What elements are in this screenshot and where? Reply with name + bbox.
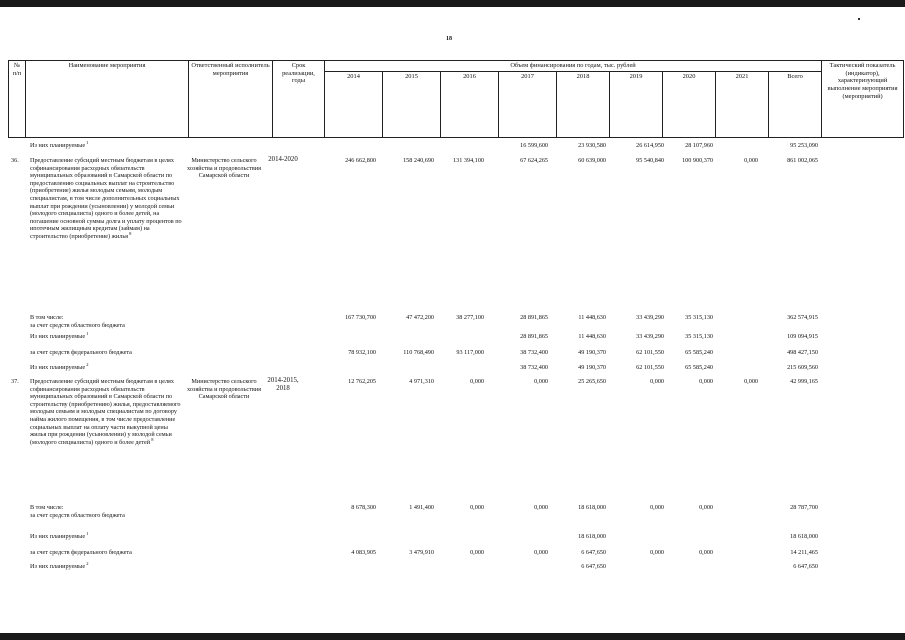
row-value: 861 002,065 — [787, 157, 818, 164]
row-value: 0,000 — [744, 157, 758, 164]
header-indicator: Тактический показатель (индикатор), характеризующий выполнение мероприятия (мероприятий) — [822, 61, 904, 138]
row-value: 6 647,650 — [581, 563, 606, 570]
row-value: 362 574,915 — [787, 314, 818, 321]
row-value: 3 479,910 — [409, 549, 434, 556]
row-value: 35 315,130 — [685, 333, 713, 340]
row-value: 49 190,370 — [578, 364, 606, 371]
row-value: 4 971,310 — [409, 378, 434, 385]
header-funding: Объем финансирования по годам, тыс. рублей — [325, 61, 822, 72]
row-value: 0,000 — [699, 549, 713, 556]
row-period: 2014-2020 — [268, 156, 298, 163]
row-value: 28 891,865 — [520, 333, 548, 340]
header-year: 2021 — [716, 71, 769, 137]
row-value: 16 599,600 — [520, 142, 548, 149]
row-value: 33 439,290 — [636, 333, 664, 340]
footnote-mark: 1 — [85, 530, 89, 536]
row-value: 28 787,700 — [790, 504, 818, 511]
footnote-mark: 1 — [85, 139, 89, 145]
footnote-mark: 1 — [85, 330, 89, 336]
row-value: 95 253,090 — [790, 142, 818, 149]
scan-speck — [858, 18, 860, 20]
row-name: Предоставление субсидий местным бюджетам в целях софинансирования расходных обязательств муниципальных образований в Самарской области по строительству (приобретению) жилья, предоставляемого молодым семьям и молодым специалистам по договору найма жилого помещения, в том числе предоставление социальных выплат на оплату части выкупной цены жилья при рождении (усыновлении) у молодой семьи (молодого специалиста) одного и более детей $^8$ — [30, 378, 181, 446]
row-value: 65 585,240 — [685, 349, 713, 356]
row-value: 42 999,165 — [790, 378, 818, 385]
row-name: Из них планируемые $^1$ — [30, 530, 89, 540]
scan-top-edge — [0, 0, 905, 7]
header-year: 2016 — [441, 71, 499, 137]
header-year: 2018 — [557, 71, 610, 137]
row-value: 62 101,550 — [636, 349, 664, 356]
row-executor: Министерство сельского хозяйства и продовольствия Самарской области — [187, 378, 261, 401]
row-value: 78 932,100 — [348, 349, 376, 356]
footnote-mark: 8 — [150, 436, 154, 442]
row-value: 498 427,150 — [787, 349, 818, 356]
row-value: 38 732,400 — [520, 364, 548, 371]
row-name: Из них планируемые $^1$ — [30, 139, 89, 149]
row-value: 0,000 — [650, 378, 664, 385]
row-value: 26 614,950 — [636, 142, 664, 149]
header-period: Срок реализации, годы — [273, 61, 325, 138]
row-name: Из них планируемые $^2$ — [30, 361, 89, 371]
row-value: 47 472,200 — [406, 314, 434, 321]
header-num: № п/п — [9, 61, 26, 138]
header-year: 2020 — [663, 71, 716, 137]
row-value: 12 762,205 — [348, 378, 376, 385]
row-value: 49 190,370 — [578, 349, 606, 356]
row-executor: Министерство сельского хозяйства и продовольствия Самарской области — [187, 157, 261, 180]
row-value: 0,000 — [534, 549, 548, 556]
row-value: 0,000 — [699, 504, 713, 511]
row-value: 167 730,700 — [345, 314, 376, 321]
row-value: 0,000 — [470, 378, 484, 385]
row-name: за счет средств федерального бюджета — [30, 549, 132, 556]
header-year: 2014 — [325, 71, 383, 137]
row-value: 18 618,000 — [790, 533, 818, 540]
row-value: 0,000 — [534, 378, 548, 385]
row-value: 100 900,370 — [682, 157, 713, 164]
row-value: 65 585,240 — [685, 364, 713, 371]
row-value: 11 448,630 — [578, 333, 606, 340]
row-value: 0,000 — [744, 378, 758, 385]
row-value: 18 618,000 — [578, 533, 606, 540]
row-value: 158 240,690 — [403, 157, 434, 164]
row-value: 6 647,650 — [793, 563, 818, 570]
row-value: 33 439,290 — [636, 314, 664, 321]
row-name: Из них планируемые $^1$ — [30, 330, 89, 340]
row-name: В том числе: за счет средств областного бюджета — [30, 504, 125, 519]
row-value: 23 930,580 — [578, 142, 606, 149]
row-name: В том числе: за счет средств областного бюджета — [30, 314, 125, 329]
row-period: 2014-2015, 2018 — [267, 377, 299, 392]
row-name: Из них планируемые $^2$ — [30, 560, 89, 570]
row-value: 93 117,000 — [456, 349, 484, 356]
row-value: 131 394,100 — [453, 157, 484, 164]
row-value: 0,000 — [534, 504, 548, 511]
row-value: 25 265,650 — [578, 378, 606, 385]
row-value: 35 315,130 — [685, 314, 713, 321]
footnote-mark: 2 — [85, 361, 89, 367]
row-value: 246 662,800 — [345, 157, 376, 164]
row-value: 62 101,550 — [636, 364, 664, 371]
row-value: 109 094,915 — [787, 333, 818, 340]
row-value: 1 491,400 — [409, 504, 434, 511]
header-year: 2015 — [383, 71, 441, 137]
scan-bottom-edge — [0, 633, 905, 640]
row-value: 0,000 — [699, 378, 713, 385]
footnote-mark: 8 — [127, 230, 132, 236]
row-value: 0,000 — [650, 504, 664, 511]
row-value: 110 768,490 — [403, 349, 434, 356]
row-value: 14 211,465 — [790, 549, 818, 556]
table-header — [8, 60, 904, 138]
row-name: за счет средств федерального бюджета — [30, 349, 132, 356]
row-value: 67 624,265 — [520, 157, 548, 164]
row-number: 36. — [11, 157, 19, 164]
row-name: Предоставление субсидий местным бюджетам в целях софинансирования расходных обязательств муниципальных образований в Самарской области по предоставлению социальных выплат на строительство (приобретение) жилья молодым семьям, молодым специалистам, в том числе дополнительных социальных выплат при рождении (усыновлении) у молодой семьи (молодого специалиста) одного и более детей, на погашение основной суммы долга и уплату процентов по ипотечным жилищным кредитам (займам) на строительство (приобретение) жилья $^8$ — [30, 157, 182, 240]
row-value: 11 448,630 — [578, 314, 606, 321]
row-value: 6 647,650 — [581, 549, 606, 556]
row-value: 18 618,000 — [578, 504, 606, 511]
row-value: 38 732,400 — [520, 349, 548, 356]
row-value: 4 083,905 — [351, 549, 376, 556]
header-year: 2017 — [499, 71, 557, 137]
row-value: 0,000 — [470, 549, 484, 556]
header-executor: Ответственный исполнитель мероприятия — [189, 61, 273, 138]
row-number: 37. — [11, 378, 19, 385]
header-name: Наименование мероприятия — [26, 61, 189, 138]
row-value: 95 540,840 — [636, 157, 664, 164]
row-value: 0,000 — [650, 549, 664, 556]
row-value: 28 107,960 — [685, 142, 713, 149]
footnote-mark: 2 — [85, 560, 89, 566]
page-number: 18 — [446, 36, 452, 42]
row-value: 38 277,100 — [456, 314, 484, 321]
row-value: 8 678,300 — [351, 504, 376, 511]
header-year: Всего — [769, 71, 822, 137]
row-value: 0,000 — [470, 504, 484, 511]
row-value: 28 891,865 — [520, 314, 548, 321]
header-year: 2019 — [610, 71, 663, 137]
row-value: 215 609,560 — [787, 364, 818, 371]
row-value: 60 639,000 — [578, 157, 606, 164]
